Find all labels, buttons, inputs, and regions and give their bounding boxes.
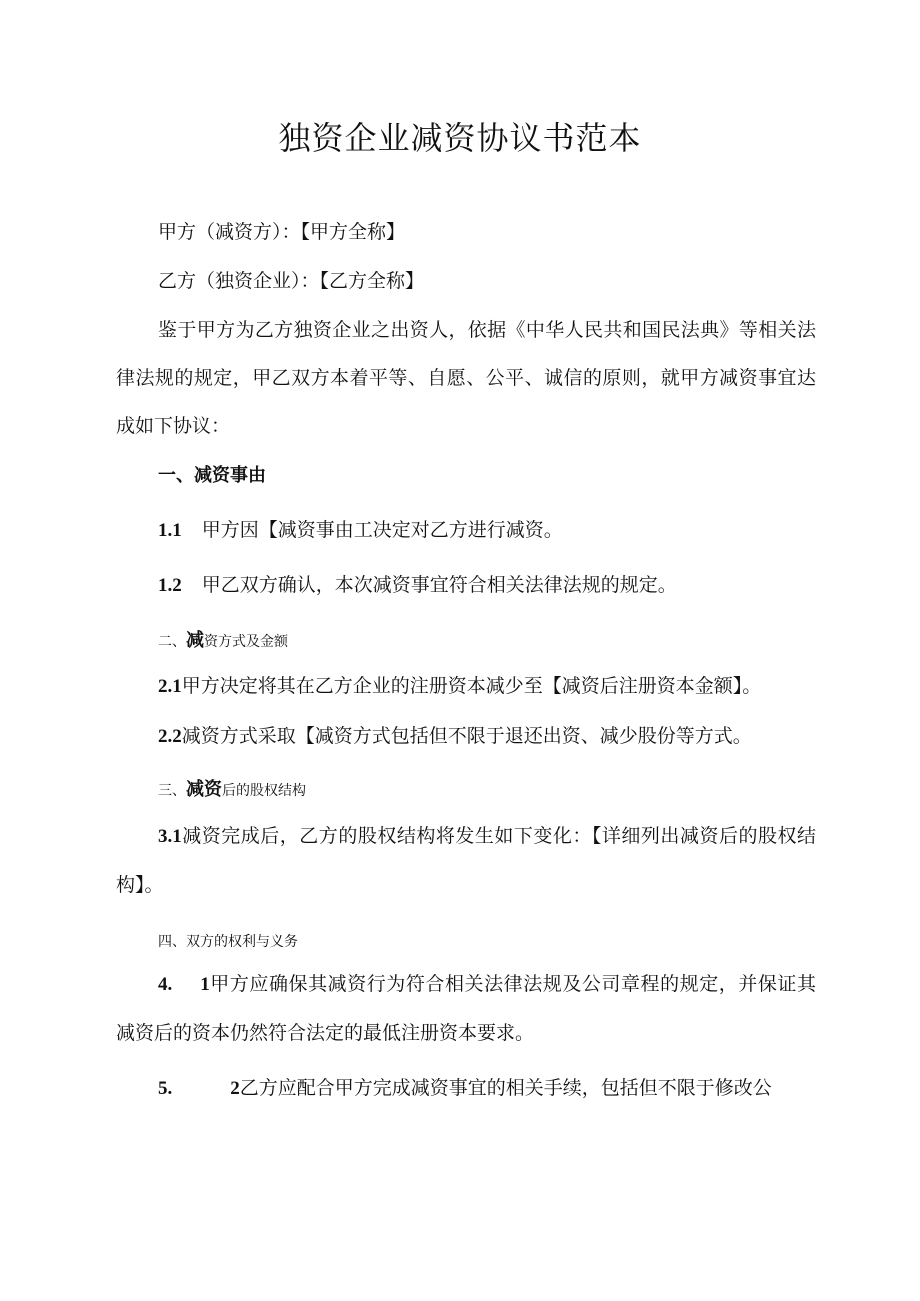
clause-text: 减资完成后，乙方的股权结构将发生如下变化：【详细列出减资后的股权结构】。 [116,825,816,896]
clause-2-1 [158,672,858,701]
clause-subnumber: 2 [230,1078,240,1099]
clause-1-2 [158,571,858,600]
clause-text: 甲方决定将其在乙方企业的注册资本减少至【减资后注册资本金额】。 [181,675,762,697]
heading-lead: 减 [186,630,204,651]
heading-prefix: 三、 [158,783,186,799]
clause-number: 2.2 [158,726,182,747]
party-a-line: 甲方（减资方）：【甲方全称】 [158,221,406,243]
section-3-heading [158,776,306,805]
clause-text: 乙方应配合甲方完成减资事宜的相关手续，包括但不限于修改公 [239,1077,772,1099]
clause-number: 3.1 [158,826,182,847]
clause-subnumber: 1 [200,974,210,995]
clause-number: 1.2 [158,575,182,596]
clause-number: 2.1 [158,676,182,697]
clause-number: 5. [158,1078,173,1099]
clause-text: 甲乙双方确认，本次减资事宜符合相关法律法规的规定。 [201,574,677,596]
section-1-heading: 一、减资事由 [158,465,266,486]
clause-4-1 [116,960,816,1057]
heading-lead: 减资 [186,779,222,800]
document-title: 独资企业减资协议书范本 [278,119,642,157]
party-b-line: 乙方（独资企业）：【乙方全称】 [158,270,425,292]
clause-3-1 [116,812,816,909]
section-4-heading: 四、双方的权利与义务 [158,934,298,950]
heading-prefix: 二、 [158,634,186,650]
clause-number: 1.1 [158,520,182,541]
clause-5-2 [158,1074,858,1103]
heading-rest: 资方式及金额 [204,634,288,650]
section-2-heading [158,627,288,656]
clause-number: 4. [158,974,173,995]
clause-text: 减资方式采取【减资方式包括但不限于退还出资、减少股份等方式。 [181,725,752,747]
heading-rest: 后的股权结构 [222,783,306,799]
clause-text: 甲方应确保其减资行为符合相关法律法规及公司章程的规定，并保证其减资后的资本仍然符合法定的最低注册资本要求。 [116,973,816,1044]
clause-2-2 [158,722,858,751]
clause-1-1 [158,516,858,545]
clause-text: 甲方因【减资事由工决定对乙方进行减资。 [201,519,563,541]
preamble-paragraph: 鉴于甲方为乙方独资企业之出资人，依据《中华人民共和国民法典》等相关法律法规的规定，甲乙双方本着平等、自愿、公平、诚信的原则，就甲方减资事宜达成如下协议： [116,319,816,437]
